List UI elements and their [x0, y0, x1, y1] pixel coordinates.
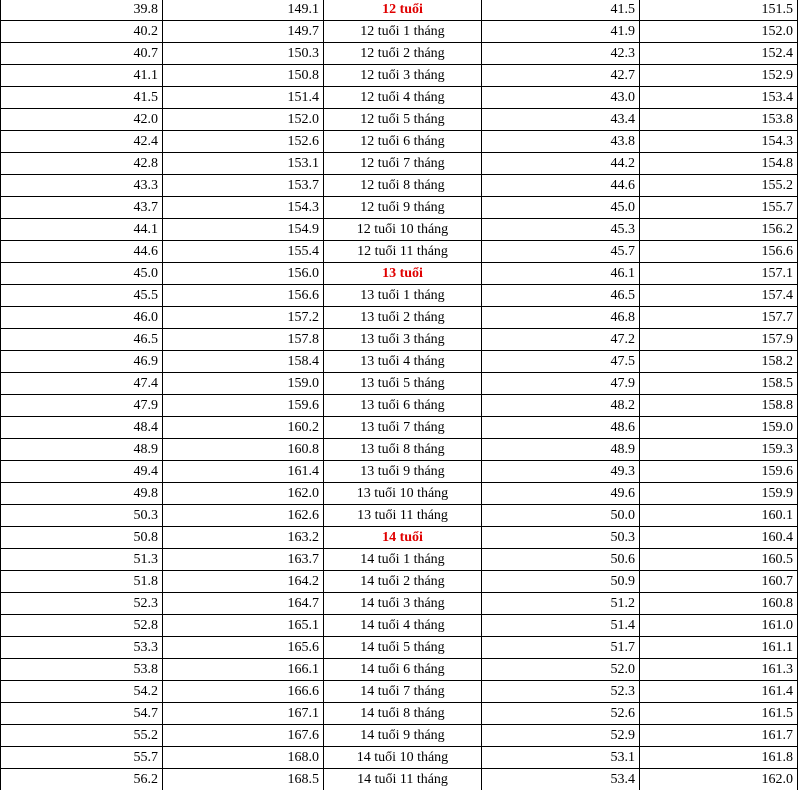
cell-value-2: 157.2 [163, 307, 324, 329]
table-row [1, 395, 798, 417]
cell-value-1: 42.8 [1, 153, 163, 175]
cell-value-1: 52.3 [1, 593, 163, 615]
table-row [1, 175, 798, 197]
cell-value-5: 160.1 [640, 505, 798, 527]
table-row [1, 593, 798, 615]
cell-value-5: 159.3 [640, 439, 798, 461]
age-label: 13 tuổi 6 tháng [324, 395, 482, 417]
cell-value-4: 48.9 [482, 439, 640, 461]
cell-value-1: 47.9 [1, 395, 163, 417]
age-year-label: 12 tuổi [324, 0, 482, 21]
cell-value-1: 43.7 [1, 197, 163, 219]
cell-value-1: 54.7 [1, 703, 163, 725]
cell-value-5: 155.2 [640, 175, 798, 197]
age-label: 14 tuổi 9 tháng [324, 725, 482, 747]
cell-value-2: 153.7 [163, 175, 324, 197]
table-row [1, 571, 798, 593]
age-label: 13 tuổi 9 tháng [324, 461, 482, 483]
cell-value-5: 154.8 [640, 153, 798, 175]
table-row [1, 483, 798, 505]
table-row [1, 373, 798, 395]
cell-value-1: 45.5 [1, 285, 163, 307]
cell-value-2: 166.6 [163, 681, 324, 703]
cell-value-5: 157.7 [640, 307, 798, 329]
cell-value-1: 46.0 [1, 307, 163, 329]
cell-value-4: 50.9 [482, 571, 640, 593]
cell-value-2: 166.1 [163, 659, 324, 681]
cell-value-4: 42.3 [482, 43, 640, 65]
cell-value-2: 149.7 [163, 21, 324, 43]
age-label: 13 tuổi 1 tháng [324, 285, 482, 307]
cell-value-2: 163.7 [163, 549, 324, 571]
table-row [1, 351, 798, 373]
cell-value-1: 52.8 [1, 615, 163, 637]
cell-value-4: 46.1 [482, 263, 640, 285]
cell-value-1: 50.8 [1, 527, 163, 549]
cell-value-1: 46.5 [1, 329, 163, 351]
age-label: 12 tuổi 3 tháng [324, 65, 482, 87]
cell-value-4: 45.3 [482, 219, 640, 241]
cell-value-4: 50.0 [482, 505, 640, 527]
cell-value-1: 49.8 [1, 483, 163, 505]
age-year-label: 14 tuổi [324, 527, 482, 549]
cell-value-1: 45.0 [1, 263, 163, 285]
cell-value-2: 160.2 [163, 417, 324, 439]
age-label: 14 tuổi 10 tháng [324, 747, 482, 769]
age-label: 14 tuổi 8 tháng [324, 703, 482, 725]
cell-value-2: 154.9 [163, 219, 324, 241]
cell-value-4: 51.4 [482, 615, 640, 637]
cell-value-5: 159.0 [640, 417, 798, 439]
year-row [1, 0, 798, 21]
age-label: 12 tuổi 1 tháng [324, 21, 482, 43]
cell-value-2: 159.0 [163, 373, 324, 395]
cell-value-1: 48.4 [1, 417, 163, 439]
year-row [1, 263, 798, 285]
cell-value-4: 45.0 [482, 197, 640, 219]
cell-value-5: 158.2 [640, 351, 798, 373]
cell-value-5: 161.1 [640, 637, 798, 659]
cell-value-2: 155.4 [163, 241, 324, 263]
cell-value-4: 43.0 [482, 87, 640, 109]
table-row [1, 549, 798, 571]
cell-value-4: 53.4 [482, 769, 640, 791]
age-label: 12 tuổi 10 tháng [324, 219, 482, 241]
cell-value-5: 152.4 [640, 43, 798, 65]
cell-value-1: 43.3 [1, 175, 163, 197]
cell-value-2: 153.1 [163, 153, 324, 175]
cell-value-4: 48.2 [482, 395, 640, 417]
cell-value-1: 54.2 [1, 681, 163, 703]
table-row [1, 725, 798, 747]
cell-value-4: 50.6 [482, 549, 640, 571]
cell-value-1: 48.9 [1, 439, 163, 461]
cell-value-5: 152.0 [640, 21, 798, 43]
cell-value-2: 150.8 [163, 65, 324, 87]
cell-value-1: 50.3 [1, 505, 163, 527]
age-label: 12 tuổi 5 tháng [324, 109, 482, 131]
cell-value-2: 167.1 [163, 703, 324, 725]
cell-value-4: 50.3 [482, 527, 640, 549]
cell-value-2: 157.8 [163, 329, 324, 351]
table-row [1, 219, 798, 241]
cell-value-5: 157.4 [640, 285, 798, 307]
table-row [1, 307, 798, 329]
cell-value-4: 49.3 [482, 461, 640, 483]
cell-value-4: 44.2 [482, 153, 640, 175]
cell-value-4: 42.7 [482, 65, 640, 87]
cell-value-5: 161.3 [640, 659, 798, 681]
cell-value-2: 156.0 [163, 263, 324, 285]
cell-value-5: 160.7 [640, 571, 798, 593]
cell-value-5: 162.0 [640, 769, 798, 791]
cell-value-2: 162.6 [163, 505, 324, 527]
cell-value-5: 161.0 [640, 615, 798, 637]
age-label: 12 tuổi 2 tháng [324, 43, 482, 65]
age-label: 14 tuổi 2 tháng [324, 571, 482, 593]
cell-value-4: 44.6 [482, 175, 640, 197]
table-row [1, 505, 798, 527]
cell-value-4: 53.1 [482, 747, 640, 769]
table-row [1, 285, 798, 307]
cell-value-1: 56.2 [1, 769, 163, 791]
cell-value-5: 155.7 [640, 197, 798, 219]
cell-value-1: 41.1 [1, 65, 163, 87]
cell-value-2: 151.4 [163, 87, 324, 109]
cell-value-5: 158.8 [640, 395, 798, 417]
cell-value-4: 46.8 [482, 307, 640, 329]
table-row [1, 131, 798, 153]
cell-value-2: 161.4 [163, 461, 324, 483]
cell-value-5: 160.8 [640, 593, 798, 615]
age-label: 12 tuổi 6 tháng [324, 131, 482, 153]
cell-value-4: 47.2 [482, 329, 640, 351]
cell-value-4: 45.7 [482, 241, 640, 263]
cell-value-1: 53.3 [1, 637, 163, 659]
cell-value-2: 156.6 [163, 285, 324, 307]
cell-value-1: 49.4 [1, 461, 163, 483]
cell-value-2: 154.3 [163, 197, 324, 219]
year-row [1, 527, 798, 549]
cell-value-2: 159.6 [163, 395, 324, 417]
age-label: 12 tuổi 11 tháng [324, 241, 482, 263]
age-label: 13 tuổi 8 tháng [324, 439, 482, 461]
age-label: 12 tuổi 4 tháng [324, 87, 482, 109]
cell-value-5: 156.6 [640, 241, 798, 263]
cell-value-2: 165.1 [163, 615, 324, 637]
table-row [1, 87, 798, 109]
cell-value-2: 165.6 [163, 637, 324, 659]
cell-value-4: 49.6 [482, 483, 640, 505]
cell-value-5: 161.4 [640, 681, 798, 703]
table-row [1, 153, 798, 175]
age-label: 14 tuổi 7 tháng [324, 681, 482, 703]
age-label: 12 tuổi 8 tháng [324, 175, 482, 197]
cell-value-4: 43.4 [482, 109, 640, 131]
table-row [1, 21, 798, 43]
cell-value-2: 163.2 [163, 527, 324, 549]
table-row [1, 703, 798, 725]
cell-value-1: 44.1 [1, 219, 163, 241]
cell-value-1: 53.8 [1, 659, 163, 681]
table-row [1, 417, 798, 439]
cell-value-5: 154.3 [640, 131, 798, 153]
table-row [1, 747, 798, 769]
cell-value-5: 158.5 [640, 373, 798, 395]
cell-value-4: 52.6 [482, 703, 640, 725]
table-row [1, 637, 798, 659]
cell-value-4: 43.8 [482, 131, 640, 153]
age-label: 13 tuổi 10 tháng [324, 483, 482, 505]
cell-value-1: 42.0 [1, 109, 163, 131]
cell-value-5: 161.7 [640, 725, 798, 747]
cell-value-4: 47.9 [482, 373, 640, 395]
age-label: 13 tuổi 5 tháng [324, 373, 482, 395]
cell-value-2: 152.6 [163, 131, 324, 153]
table-row [1, 659, 798, 681]
cell-value-4: 46.5 [482, 285, 640, 307]
cell-value-5: 152.9 [640, 65, 798, 87]
age-label: 12 tuổi 7 tháng [324, 153, 482, 175]
table-row [1, 615, 798, 637]
cell-value-5: 160.4 [640, 527, 798, 549]
age-label: 12 tuổi 9 tháng [324, 197, 482, 219]
age-label: 14 tuổi 4 tháng [324, 615, 482, 637]
cell-value-2: 164.7 [163, 593, 324, 615]
cell-value-4: 52.9 [482, 725, 640, 747]
cell-value-5: 153.8 [640, 109, 798, 131]
cell-value-4: 52.0 [482, 659, 640, 681]
table-row [1, 329, 798, 351]
age-label: 14 tuổi 5 tháng [324, 637, 482, 659]
cell-value-5: 157.9 [640, 329, 798, 351]
cell-value-4: 48.6 [482, 417, 640, 439]
cell-value-1: 40.7 [1, 43, 163, 65]
cell-value-2: 164.2 [163, 571, 324, 593]
cell-value-2: 152.0 [163, 109, 324, 131]
cell-value-1: 51.8 [1, 571, 163, 593]
cell-value-1: 41.5 [1, 87, 163, 109]
cell-value-5: 156.2 [640, 219, 798, 241]
cell-value-2: 149.1 [163, 0, 324, 21]
cell-value-4: 51.2 [482, 593, 640, 615]
cell-value-2: 160.8 [163, 439, 324, 461]
cell-value-2: 158.4 [163, 351, 324, 373]
cell-value-4: 51.7 [482, 637, 640, 659]
cell-value-1: 55.7 [1, 747, 163, 769]
cell-value-4: 47.5 [482, 351, 640, 373]
cell-value-1: 42.4 [1, 131, 163, 153]
cell-value-5: 157.1 [640, 263, 798, 285]
age-year-label: 13 tuổi [324, 263, 482, 285]
cell-value-1: 51.3 [1, 549, 163, 571]
age-label: 13 tuổi 3 tháng [324, 329, 482, 351]
table-row [1, 681, 798, 703]
cell-value-2: 168.0 [163, 747, 324, 769]
age-label: 14 tuổi 1 tháng [324, 549, 482, 571]
cell-value-5: 161.8 [640, 747, 798, 769]
cell-value-5: 160.5 [640, 549, 798, 571]
cell-value-1: 46.9 [1, 351, 163, 373]
cell-value-5: 159.6 [640, 461, 798, 483]
table-row [1, 65, 798, 87]
cell-value-5: 153.4 [640, 87, 798, 109]
cell-value-2: 168.5 [163, 769, 324, 791]
cell-value-1: 39.8 [1, 0, 163, 21]
age-label: 14 tuổi 11 tháng [324, 769, 482, 791]
age-label: 13 tuổi 4 tháng [324, 351, 482, 373]
cell-value-1: 47.4 [1, 373, 163, 395]
age-label: 13 tuổi 11 tháng [324, 505, 482, 527]
cell-value-5: 161.5 [640, 703, 798, 725]
table-row [1, 197, 798, 219]
age-label: 14 tuổi 3 tháng [324, 593, 482, 615]
cell-value-5: 159.9 [640, 483, 798, 505]
table-row [1, 461, 798, 483]
table-row [1, 109, 798, 131]
age-label: 13 tuổi 7 tháng [324, 417, 482, 439]
cell-value-1: 55.2 [1, 725, 163, 747]
age-label: 13 tuổi 2 tháng [324, 307, 482, 329]
cell-value-4: 52.3 [482, 681, 640, 703]
table-row [1, 769, 798, 791]
table-row [1, 241, 798, 263]
cell-value-1: 40.2 [1, 21, 163, 43]
age-label: 14 tuổi 6 tháng [324, 659, 482, 681]
cell-value-2: 162.0 [163, 483, 324, 505]
cell-value-2: 167.6 [163, 725, 324, 747]
table-row [1, 439, 798, 461]
cell-value-1: 44.6 [1, 241, 163, 263]
cell-value-4: 41.9 [482, 21, 640, 43]
table-body [1, 0, 798, 790]
cell-value-2: 150.3 [163, 43, 324, 65]
cell-value-5: 151.5 [640, 0, 798, 21]
table-row [1, 43, 798, 65]
cell-value-4: 41.5 [482, 0, 640, 21]
